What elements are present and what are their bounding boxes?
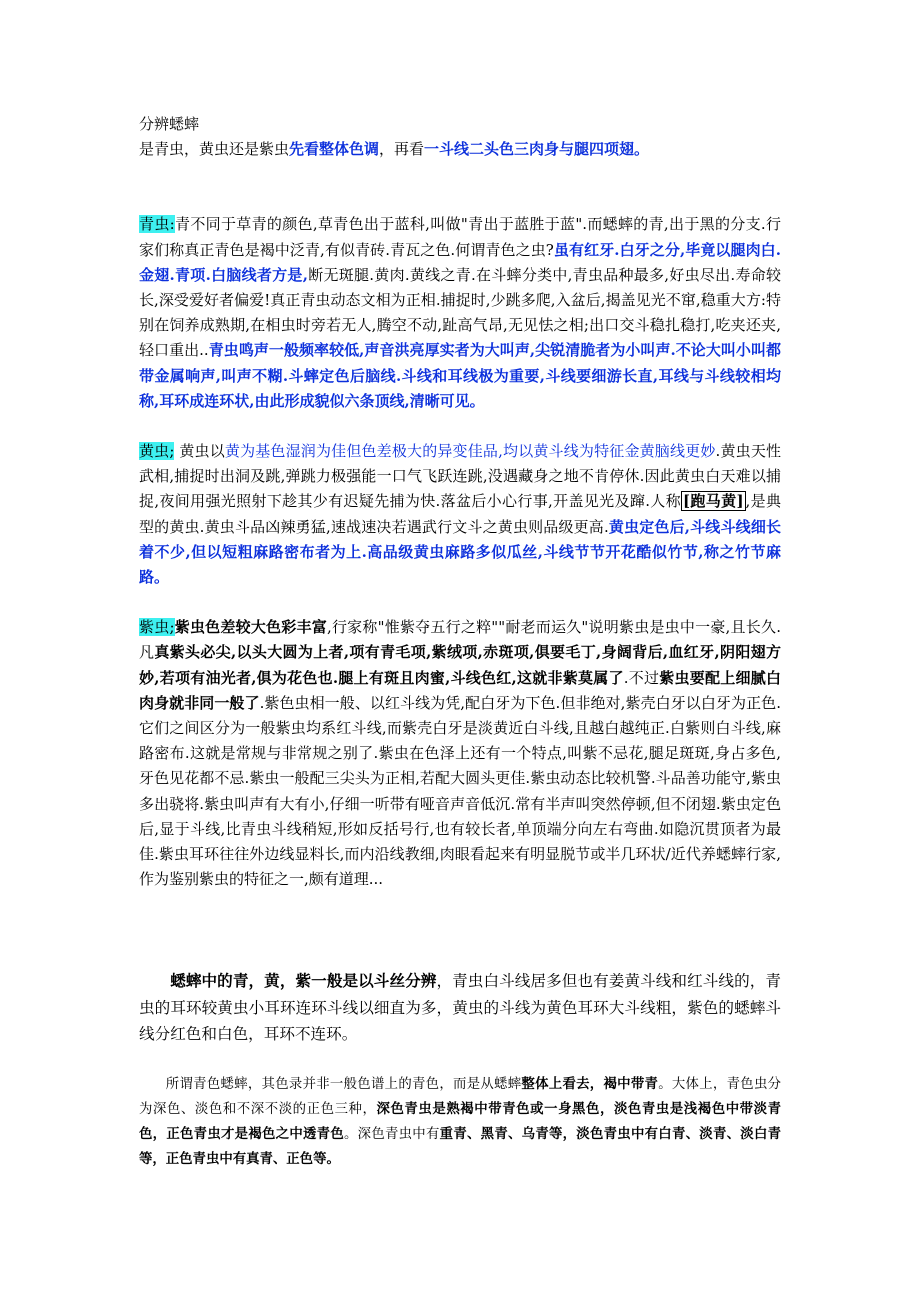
detail-text-1: 所谓青色蟋蟀，其色录并非一般色谱上的青色，而是从蟋蟀 — [165, 1076, 522, 1092]
yellow-section — [139, 439, 781, 590]
green-emphasis-1: 虽有红牙.白牙之分,毕竟以腿肉白.金翅.青项.白脑线者方是, — [139, 240, 781, 284]
purple-emphasis-1: 紫虫色差较大色彩丰富 — [174, 618, 327, 637]
yellow-text-2: .黄虫天性武相,捕捉时出洞及跳,弹跳力极强能一口气飞跃连跳,没遇藏身之地不肯停休.因此黄虫白天难以捕捉,夜间用强光照射下趁其少有迟疑先捕为快.落盆后小心行事,开盖见光及蹿.人称 — [139, 442, 781, 511]
intro-text: 是青虫，黄虫还是紫虫 — [139, 140, 290, 159]
detail-paragraph — [139, 1072, 781, 1173]
intro-emphasis-1: 先看整体色调 — [289, 140, 380, 159]
yellow-emphasis-1: 黄为基色湿润为佳但色差极大的异变佳品,均以黄斗线为特征金黄脑线更妙 — [224, 442, 716, 461]
green-emphasis-2: 青虫鸣声一般频率较低,声音洪亮厚实者为大叫声,尖锐清脆者为小叫声.不论大叫小叫都带金属响声,叫声不糊.斗蟀定色后脑线.斗线和耳线极为重要,斗线要细游长直,耳线与斗线较相均称,耳环成连环状,由此形成貌似六条顶线,清晰可见。 — [139, 341, 781, 410]
detail-text-3: 。深色青虫中有 — [343, 1127, 440, 1143]
document-title: 分辨蟋蟀 — [139, 115, 200, 133]
purple-text-3: .紫色虫相一般、以红斗线为凭,配白牙为下色.但非绝对,紫壳白牙以白牙为正色.它们之间区分为一般紫虫均系红斗线,而紫壳白牙是淡黄近白斗线,且越白越纯正.白紫则白斗线,麻路密布.这就是常规与非常规之别了.紫虫在色泽上还有一个特点,叫紫不忌花,腿足斑斑,身占多色,牙色见花都不忌.紫虫一般配三尖头为正相,若配大圆头更佳.紫虫动态比较机警.斗品善功能守,紫虫多出骁将.紫虫叫声有大有小,仔细一听带有哑音声音低沉.常有半声叫突然停顿,但不闭翅.紫虫定色后,显于斗线,比青虫斗线稍短,形如反括号行,也有较长者,单顶端分向左右弯曲.如隐沉贯顶者为最佳.紫虫耳环往往外边线显料长,而内沿线教细,肉眼看起来有明显脱节或半几环状/近代养蟋蟀行家,作为鉴别紫虫的特征之一,颇有道理... — [139, 693, 781, 889]
yellow-emphasis-2: 黄虫定色后,斗线斗线细长着不少,但以短粗麻路密布者为上.高品级黄虫麻路多似瓜丝,斗线节节开花酷似竹节,称之竹节麻路。 — [139, 517, 781, 587]
intro-text-2: ，再看 — [379, 140, 425, 159]
purple-label: 紫虫; — [139, 618, 175, 637]
purple-text-2: .不过 — [623, 668, 660, 687]
purple-text-1: ,行家称"惟紫夺五行之粹""耐老而运久"说明紫虫是虫中一豪,且长久.凡 — [139, 618, 781, 662]
detail-emphasis-1: 整体上看去，褐中带青 — [521, 1075, 659, 1092]
green-section — [139, 212, 781, 414]
detail-emphasis-3: 重青、黑青、乌青等，淡色青虫中有白青、淡青、淡白青等，正色青虫中有真青、正色等。 — [139, 1126, 782, 1168]
yellow-label: 黄虫; — [139, 442, 175, 461]
yellow-text-3: ,是典型的黄虫.黄虫斗品凶辣勇猛,速战速决若遇武行文斗之黄虫则品级更高. — [139, 492, 781, 536]
yellow-boxed-term: [跑马黄] — [682, 492, 744, 511]
intro-emphasis-2: 一斗线二头色三肉身与腿四项翅。 — [424, 140, 650, 159]
purple-emphasis-2: 真紫头必尖,以头大圆为上者,项有青毛项,紫绒项,赤斑项,俱要毛丁,身阔背后,血红牙,阴阳翅方妙,若项有油光者,俱为花色也.腿上有斑且肉蜜,斗线色红,这就非紫莫属了 — [139, 643, 781, 687]
detail-emphasis-2: 深色青虫是熟褐中带青色或一身黑色，淡色青虫是浅褐色中带淡青色，正色青虫才是褐色之中透青色 — [139, 1100, 782, 1143]
green-text-1: 青不同于草青的颜色,草青色出于蓝科,叫做"青出于蓝胜于蓝".而蟋蟀的青,出于黑的分支.行家们称真正青色是褐中泛青,有似青砖.青瓦之色.何谓青色之虫? — [139, 215, 781, 259]
purple-section — [139, 615, 781, 892]
yellow-text-1: 黄虫以 — [174, 442, 225, 461]
summary-text: ，青虫白斗线居多但也有姜黄斗线和红斗线的，青虫的耳环较黄虫小耳环连环斗线以细直为多，黄虫的斗线为黄色耳环大斗线粗，紫色的蟋蟀斗线分红色和白色，耳环不连环。 — [139, 972, 781, 1044]
intro-paragraph — [139, 137, 781, 162]
green-label: 青虫: — [139, 215, 175, 234]
document-page — [139, 112, 781, 1173]
purple-emphasis-3: 紫虫要配上细腻白肉身就非同一般了 — [139, 668, 781, 712]
summary-emphasis: 蟋蟀中的青，黄，紫一般是以斗丝分辨 — [170, 971, 437, 991]
summary-paragraph — [139, 968, 781, 1047]
green-text-2: 断无斑腿.黄肉.黄线之青.在斗蟀分类中,青虫品种最多,好虫尽出.寿命较长,深受爱好者偏爱!真正青虫动态文相为正相.捕捉时,少跳多爬,入盆后,揭盖见光不窜,稳重大方:特别在饲养成熟期,在相虫时旁若无人,腾空不动,趾高气昂,无见怯之相;出口交斗稳扎稳打,吃夹还夹,轻口重出.. — [139, 265, 781, 360]
detail-text-2: 。大体上，青色虫分为深色、淡色和不深不淡的正色三种， — [139, 1076, 782, 1117]
